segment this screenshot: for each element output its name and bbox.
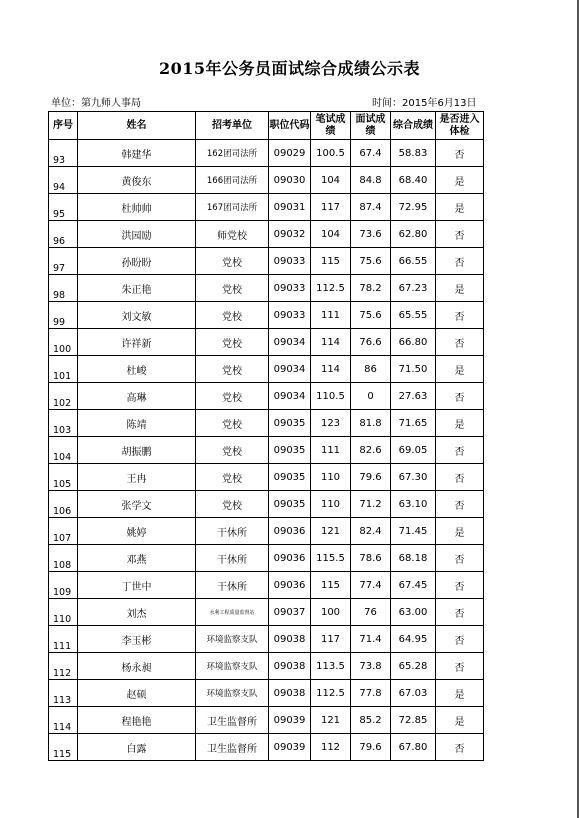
cell-unit: 干休所 <box>196 545 269 572</box>
cell-unit: 党校 <box>196 275 269 302</box>
cell-unit: 167团司法所 <box>196 194 269 221</box>
cell-written-score: 123 <box>311 410 351 437</box>
cell-interview-score: 79.6 <box>351 734 391 761</box>
cell-total-score: 63.00 <box>391 599 436 626</box>
cell-post-code: 09033 <box>269 248 311 275</box>
cell-total-score: 72.85 <box>391 707 436 734</box>
cell-post-code: 09039 <box>269 707 311 734</box>
cell-total-score: 71.65 <box>391 410 436 437</box>
cell-seq: 98 <box>49 275 78 302</box>
cell-seq: 115 <box>49 734 78 761</box>
cell-interview-score: 67.4 <box>351 140 391 167</box>
cell-physical-exam: 是 <box>436 680 484 707</box>
header-seq: 序号 <box>49 112 78 140</box>
cell-written-score: 111 <box>311 302 351 329</box>
table-row <box>49 572 484 599</box>
cell-unit: 162团司法所 <box>196 140 269 167</box>
date-label: 时间：2015年6月13日 <box>372 98 477 109</box>
cell-post-code: 09033 <box>269 302 311 329</box>
table-row <box>49 680 484 707</box>
cell-name: 白露 <box>78 734 196 761</box>
cell-physical-exam: 否 <box>436 248 484 275</box>
table-row <box>49 356 484 383</box>
cell-seq: 99 <box>49 302 78 329</box>
cell-written-score: 117 <box>311 626 351 653</box>
cell-seq: 97 <box>49 248 78 275</box>
cell-total-score: 68.18 <box>391 545 436 572</box>
cell-physical-exam: 否 <box>436 491 484 518</box>
cell-physical-exam: 否 <box>436 626 484 653</box>
cell-interview-score: 84.8 <box>351 167 391 194</box>
cell-unit: 卫生监督所 <box>196 707 269 734</box>
cell-seq: 94 <box>49 167 78 194</box>
cell-post-code: 09034 <box>269 329 311 356</box>
cell-unit: 环境监察支队 <box>196 653 269 680</box>
cell-total-score: 66.80 <box>391 329 436 356</box>
cell-interview-score: 82.4 <box>351 518 391 545</box>
cell-name: 高琳 <box>78 383 196 410</box>
cell-seq: 108 <box>49 545 78 572</box>
cell-interview-score: 77.8 <box>351 680 391 707</box>
cell-written-score: 115 <box>311 572 351 599</box>
cell-name: 洪园励 <box>78 221 196 248</box>
cell-name: 杨永昶 <box>78 653 196 680</box>
table-row <box>49 167 484 194</box>
cell-written-score: 121 <box>311 518 351 545</box>
cell-interview-score: 85.2 <box>351 707 391 734</box>
cell-unit: 党校 <box>196 437 269 464</box>
cell-unit: 党校 <box>196 356 269 383</box>
cell-written-score: 113.5 <box>311 653 351 680</box>
cell-physical-exam: 是 <box>436 410 484 437</box>
cell-name: 李玉彬 <box>78 626 196 653</box>
cell-written-score: 104 <box>311 221 351 248</box>
cell-written-score: 112.5 <box>311 275 351 302</box>
cell-total-score: 63.10 <box>391 491 436 518</box>
cell-written-score: 117 <box>311 194 351 221</box>
cell-unit: 党校 <box>196 383 269 410</box>
cell-total-score: 62.80 <box>391 221 436 248</box>
cell-post-code: 09038 <box>269 653 311 680</box>
cell-interview-score: 86 <box>351 356 391 383</box>
table-row <box>49 734 484 761</box>
cell-physical-exam: 是 <box>436 707 484 734</box>
header-total-score: 综合成绩 <box>391 112 436 140</box>
cell-seq: 110 <box>49 599 78 626</box>
cell-total-score: 65.28 <box>391 653 436 680</box>
table-row <box>49 302 484 329</box>
cell-seq: 104 <box>49 437 78 464</box>
cell-written-score: 114 <box>311 356 351 383</box>
cell-interview-score: 78.6 <box>351 545 391 572</box>
cell-name: 张学文 <box>78 491 196 518</box>
cell-unit: 水利工程质量监督站 <box>196 599 269 626</box>
cell-post-code: 09035 <box>269 491 311 518</box>
cell-interview-score: 77.4 <box>351 572 391 599</box>
score-table <box>48 111 484 761</box>
cell-post-code: 09035 <box>269 410 311 437</box>
cell-name: 丁世中 <box>78 572 196 599</box>
cell-seq: 95 <box>49 194 78 221</box>
cell-physical-exam: 是 <box>436 194 484 221</box>
cell-post-code: 09033 <box>269 275 311 302</box>
cell-written-score: 110 <box>311 464 351 491</box>
cell-total-score: 72.95 <box>391 194 436 221</box>
cell-physical-exam: 否 <box>436 572 484 599</box>
cell-seq: 100 <box>49 329 78 356</box>
cell-physical-exam: 是 <box>436 356 484 383</box>
cell-interview-score: 73.8 <box>351 653 391 680</box>
cell-unit: 166团司法所 <box>196 167 269 194</box>
cell-name: 姚婷 <box>78 518 196 545</box>
cell-seq: 105 <box>49 464 78 491</box>
cell-interview-score: 73.6 <box>351 221 391 248</box>
cell-seq: 101 <box>49 356 78 383</box>
page-title: 2015年公务员面试综合成绩公示表 <box>158 59 421 78</box>
cell-physical-exam: 否 <box>436 140 484 167</box>
cell-physical-exam: 是 <box>436 167 484 194</box>
cell-seq: 112 <box>49 653 78 680</box>
cell-physical-exam: 否 <box>436 599 484 626</box>
cell-total-score: 66.55 <box>391 248 436 275</box>
cell-interview-score: 75.6 <box>351 302 391 329</box>
cell-interview-score: 78.2 <box>351 275 391 302</box>
cell-name: 孙盼盼 <box>78 248 196 275</box>
cell-interview-score: 81.8 <box>351 410 391 437</box>
cell-written-score: 115 <box>311 248 351 275</box>
cell-unit: 党校 <box>196 464 269 491</box>
cell-name: 黄俊东 <box>78 167 196 194</box>
cell-post-code: 09029 <box>269 140 311 167</box>
cell-unit: 师党校 <box>196 221 269 248</box>
cell-total-score: 64.95 <box>391 626 436 653</box>
cell-name: 王冉 <box>78 464 196 491</box>
cell-interview-score: 71.2 <box>351 491 391 518</box>
cell-total-score: 68.40 <box>391 167 436 194</box>
cell-seq: 102 <box>49 383 78 410</box>
cell-interview-score: 75.6 <box>351 248 391 275</box>
cell-total-score: 27.63 <box>391 383 436 410</box>
cell-written-score: 104 <box>311 167 351 194</box>
cell-seq: 113 <box>49 680 78 707</box>
cell-physical-exam: 是 <box>436 275 484 302</box>
cell-total-score: 67.23 <box>391 275 436 302</box>
cell-written-score: 112.5 <box>311 680 351 707</box>
cell-total-score: 65.55 <box>391 302 436 329</box>
cell-unit: 党校 <box>196 491 269 518</box>
cell-post-code: 09036 <box>269 545 311 572</box>
table-row <box>49 221 484 248</box>
cell-physical-exam: 是 <box>436 518 484 545</box>
table-row <box>49 383 484 410</box>
table-row <box>49 545 484 572</box>
cell-unit: 卫生监督所 <box>196 734 269 761</box>
cell-post-code: 09038 <box>269 626 311 653</box>
cell-written-score: 100 <box>311 599 351 626</box>
table-row <box>49 410 484 437</box>
table-row <box>49 653 484 680</box>
cell-interview-score: 87.4 <box>351 194 391 221</box>
table-row <box>49 707 484 734</box>
cell-name: 朱正艳 <box>78 275 196 302</box>
cell-unit: 党校 <box>196 410 269 437</box>
cell-name: 邓燕 <box>78 545 196 572</box>
cell-name: 韩建华 <box>78 140 196 167</box>
cell-interview-score: 0 <box>351 383 391 410</box>
cell-total-score: 67.03 <box>391 680 436 707</box>
cell-physical-exam: 否 <box>436 221 484 248</box>
table-row <box>49 464 484 491</box>
cell-physical-exam: 否 <box>436 437 484 464</box>
cell-post-code: 09035 <box>269 437 311 464</box>
cell-interview-score: 76.6 <box>351 329 391 356</box>
cell-written-score: 112 <box>311 734 351 761</box>
cell-physical-exam: 否 <box>436 302 484 329</box>
cell-unit: 干休所 <box>196 518 269 545</box>
cell-interview-score: 71.4 <box>351 626 391 653</box>
table-row <box>49 329 484 356</box>
cell-written-score: 115.5 <box>311 545 351 572</box>
cell-name: 杜帅帅 <box>78 194 196 221</box>
cell-total-score: 58.83 <box>391 140 436 167</box>
cell-unit: 环境监察支队 <box>196 626 269 653</box>
cell-total-score: 67.30 <box>391 464 436 491</box>
header-name: 姓名 <box>78 112 196 140</box>
cell-interview-score: 79.6 <box>351 464 391 491</box>
cell-physical-exam: 否 <box>436 464 484 491</box>
cell-physical-exam: 否 <box>436 329 484 356</box>
cell-post-code: 09032 <box>269 221 311 248</box>
cell-name: 刘文敏 <box>78 302 196 329</box>
cell-physical-exam: 否 <box>436 545 484 572</box>
cell-post-code: 09036 <box>269 572 311 599</box>
cell-total-score: 71.45 <box>391 518 436 545</box>
table-row <box>49 248 484 275</box>
cell-unit: 党校 <box>196 302 269 329</box>
cell-post-code: 09039 <box>269 734 311 761</box>
cell-post-code: 09031 <box>269 194 311 221</box>
cell-physical-exam: 否 <box>436 734 484 761</box>
cell-name: 杜峻 <box>78 356 196 383</box>
unit-label: 单位：第九师人事局 <box>51 98 141 109</box>
cell-unit: 干休所 <box>196 572 269 599</box>
cell-name: 程艳艳 <box>78 707 196 734</box>
table-row <box>49 491 484 518</box>
cell-post-code: 09034 <box>269 383 311 410</box>
cell-written-score: 110.5 <box>311 383 351 410</box>
cell-seq: 103 <box>49 410 78 437</box>
cell-seq: 107 <box>49 518 78 545</box>
cell-post-code: 09037 <box>269 599 311 626</box>
cell-name: 刘杰 <box>78 599 196 626</box>
cell-physical-exam: 否 <box>436 383 484 410</box>
cell-total-score: 67.45 <box>391 572 436 599</box>
cell-name: 胡振鹏 <box>78 437 196 464</box>
cell-written-score: 110 <box>311 491 351 518</box>
cell-post-code: 09036 <box>269 518 311 545</box>
cell-name: 赵硕 <box>78 680 196 707</box>
cell-total-score: 71.50 <box>391 356 436 383</box>
cell-physical-exam: 否 <box>436 653 484 680</box>
cell-seq: 96 <box>49 221 78 248</box>
cell-unit: 党校 <box>196 329 269 356</box>
header-written-score: 笔试成绩 <box>311 112 351 140</box>
table-row <box>49 194 484 221</box>
cell-seq: 106 <box>49 491 78 518</box>
cell-written-score: 100.5 <box>311 140 351 167</box>
header-post-code: 职位代码 <box>269 112 311 140</box>
table-row <box>49 437 484 464</box>
cell-total-score: 67.80 <box>391 734 436 761</box>
header-physical-exam: 是否进入体检 <box>436 112 484 140</box>
cell-written-score: 111 <box>311 437 351 464</box>
cell-written-score: 114 <box>311 329 351 356</box>
cell-post-code: 09038 <box>269 680 311 707</box>
cell-seq: 114 <box>49 707 78 734</box>
cell-interview-score: 76 <box>351 599 391 626</box>
cell-post-code: 09035 <box>269 464 311 491</box>
table-row <box>49 626 484 653</box>
table-row <box>49 518 484 545</box>
cell-total-score: 69.05 <box>391 437 436 464</box>
table-row <box>49 599 484 626</box>
cell-name: 陈靖 <box>78 410 196 437</box>
cell-written-score: 121 <box>311 707 351 734</box>
cell-seq: 111 <box>49 626 78 653</box>
table-body <box>49 140 484 761</box>
table-row <box>49 140 484 167</box>
cell-seq: 93 <box>49 140 78 167</box>
table-row <box>49 275 484 302</box>
cell-post-code: 09034 <box>269 356 311 383</box>
cell-unit: 环境监察支队 <box>196 680 269 707</box>
cell-post-code: 09030 <box>269 167 311 194</box>
cell-name: 许祥新 <box>78 329 196 356</box>
cell-interview-score: 82.6 <box>351 437 391 464</box>
cell-unit: 党校 <box>196 248 269 275</box>
cell-seq: 109 <box>49 572 78 599</box>
header-unit: 招考单位 <box>196 112 269 140</box>
header-interview-score: 面试成绩 <box>351 112 391 140</box>
table-header-row <box>49 112 484 140</box>
